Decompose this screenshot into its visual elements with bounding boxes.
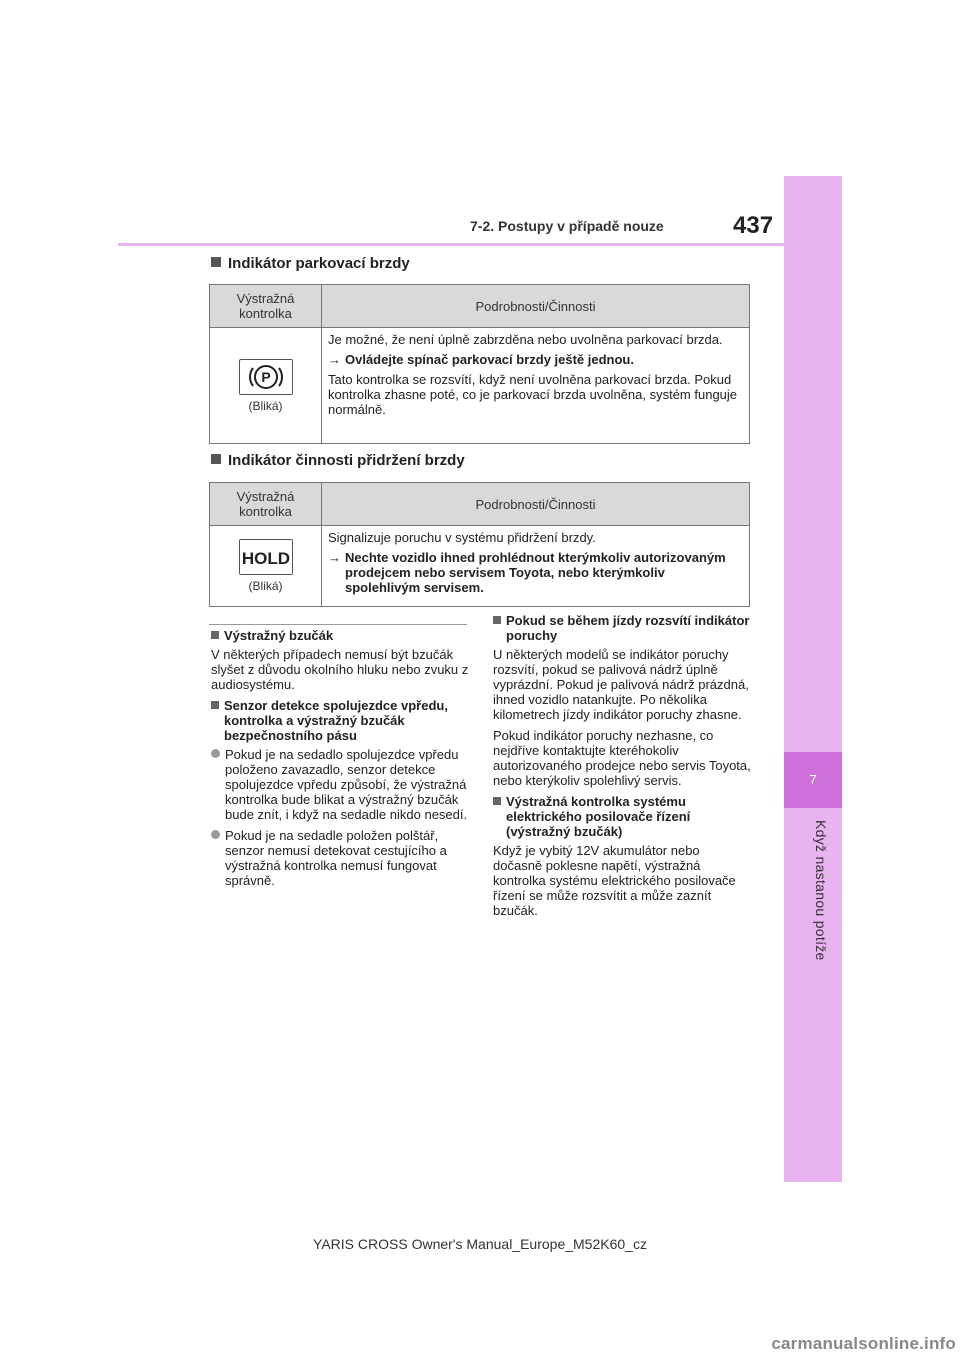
description-text: Tato kontrolka se rozsvítí, když není uvolněna parkovací brzda. Pokud kontrolka zhasne poté, co je parkovací brzda uvolněna, systém funguje normálně. [328,372,738,417]
paragraph: Pokud indikátor poruchy nezhasne, co nejdříve kontaktujte kteréhokoliv autorizovaného prodejce nebo servis Toyota, nebo kterýkoliv spolehlivý servis. [493,728,751,788]
svg-text:HOLD: HOLD [241,549,290,568]
icon-caption: (Bliká) [248,579,283,593]
col-header-details: Podrobnosti/Činnosti [322,285,750,328]
arrow-icon: → [328,550,341,565]
subheading: Senzor detekce spolujezdce vpředu, kontrolka a výstražný bzučák bezpečnostního pásu [211,698,469,743]
action-line [328,352,743,367]
circle-bullet-icon [211,749,220,758]
parking-brake-icon [239,359,293,395]
svg-text:P: P [260,368,271,385]
square-bullet-icon [211,631,219,639]
square-bullet-icon [211,454,221,464]
chapter-tab [784,176,842,1182]
chapter-title: Když nastanou potíže [813,820,829,961]
circle-bullet-icon [211,830,220,839]
col-header-warning-light: Výstražná kontrolka [210,285,322,328]
action-line [328,550,743,595]
action-text: Nechte vozidlo ihned prohlédnout kterýmkoliv autorizovaným prodejcem nebo servisem Toyota, nebo kterýmkoliv spolehlivým servisem. [345,550,726,595]
icon-cell [210,526,322,607]
square-bullet-icon [493,797,501,805]
watermark: carmanualsonline.info [771,1334,956,1353]
paragraph: V některých případech nemusí být bzučák slyšet z důvodu okolního hluku nebo zvuku z audiosystému. [211,647,469,692]
paragraph: U některých modelů se indikátor poruchy rozsvítí, pokud se palivová nádrž úplně vyprázdní. Pokud je palivová nádrž prázdná, ihned vozidlo natankujte. Po několika kilometrech jízdy indikátor poruchy zhasne. [493,647,749,722]
footer-text: YARIS CROSS Owner's Manual_Europe_M52K60_cz [313,1236,647,1252]
left-column [211,628,469,894]
parking-brake-table [209,284,750,444]
details-cell [322,526,750,607]
subheading: Výstražný bzučák [211,628,469,643]
details-cell [322,328,750,444]
bullet-item: Pokud je na sedadlo spolujezdce vpředu položeno zavazadlo, senzor detekce spolujezdce vpředu způsobí, že výstražná kontrolka bude blikat a výstražný bzučák bude znít, i když na sedadle nikdo nesedí. [211,747,469,822]
icon-cell [210,328,322,444]
square-bullet-icon [211,701,219,709]
section-heading-brake-hold: Indikátor činnosti přidržení brzdy [211,452,465,469]
square-bullet-icon [493,616,501,624]
description-text: Je možné, že není úplně zabrzděna nebo uvolněna parkovací brzda. [328,332,723,347]
icon-caption: (Bliká) [248,398,283,413]
action-text: Ovládejte spínač parkovací brzdy ještě jednou. [345,352,634,367]
column-rule [209,624,467,625]
chapter-number: 7 [784,752,842,808]
subheading: Pokud se během jízdy rozsvítí indikátor poruchy [493,613,751,643]
bullet-item: Pokud je na sedadle položen polštář, senzor nemusí detekovat cestujícího a výstražná kontrolka nemusí fungovat správně. [211,828,469,888]
section-heading-parking-brake: Indikátor parkovací brzdy [211,255,410,272]
right-column [493,613,751,924]
col-header-details: Podrobnosti/Činnosti [322,483,750,526]
description-text: Signalizuje poruchu v systému přidržení brzdy. [328,530,596,545]
paragraph: Když je vybitý 12V akumulátor nebo dočasně poklesne napětí, výstražná kontrolka systému elektrického posilovače řízení se může rozsvítit a může zaznít bzučák. [493,843,736,918]
brake-hold-table [209,482,750,607]
col-header-warning-light: Výstražná kontrolka [210,483,322,526]
header-rule [118,243,784,246]
subheading: Výstražná kontrolka systému elektrického posilovače řízení (výstražný bzučák) [493,794,751,839]
section-title: 7-2. Postupy v případě nouze [470,218,664,234]
square-bullet-icon [211,257,221,267]
arrow-icon: → [328,352,341,367]
page-number: 437 [733,212,774,239]
brake-hold-icon [239,539,293,575]
